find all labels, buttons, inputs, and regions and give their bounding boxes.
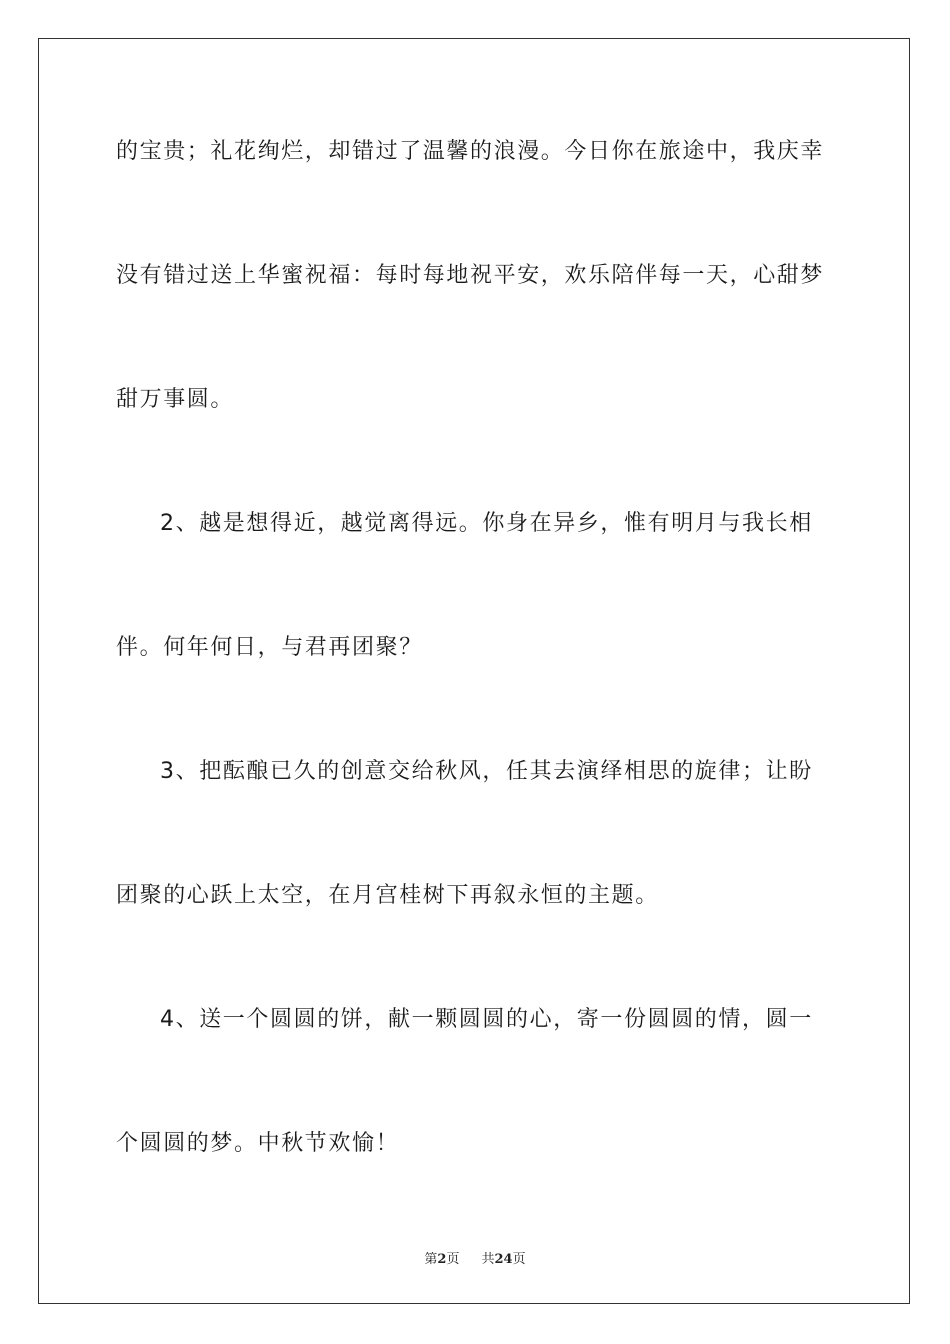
text-line-7: 团聚的心跃上太空，在月宫桂树下再叙永恒的主题。	[116, 883, 659, 908]
text-line-6: 3、把酝酿已久的创意交给秋风，任其去演绎相思的旋律；让盼	[160, 759, 813, 784]
text-line-9: 个圆圆的梦。中秋节欢愉！	[116, 1131, 400, 1156]
text-line-5: 伴。何年何日，与君再团聚？	[116, 635, 423, 660]
total-suffix: 页	[512, 1252, 526, 1267]
total-prefix: 共	[481, 1252, 495, 1267]
text-line-1: 的宝贵；礼花绚烂，却错过了温馨的浪漫。今日你在旅途中，我庆幸	[116, 139, 825, 164]
page-suffix: 页	[446, 1252, 460, 1267]
text-line-2: 没有错过送上华蜜祝福：每时每地祝平安，欢乐陪伴每一天，心甜梦	[116, 263, 825, 288]
page-number: 2	[437, 1252, 447, 1267]
text-line-3: 甜万事圆。	[116, 387, 235, 412]
page-prefix: 第	[424, 1252, 438, 1267]
text-line-8: 4、送一个圆圆的饼，献一颗圆圆的心，寄一份圆圆的情，圆一	[160, 1007, 813, 1032]
page-footer	[0, 1248, 950, 1267]
page-border	[38, 38, 910, 1304]
total-pages: 24	[494, 1252, 513, 1267]
text-line-4: 2、越是想得近，越觉离得远。你身在异乡，惟有明月与我长相	[160, 511, 813, 536]
